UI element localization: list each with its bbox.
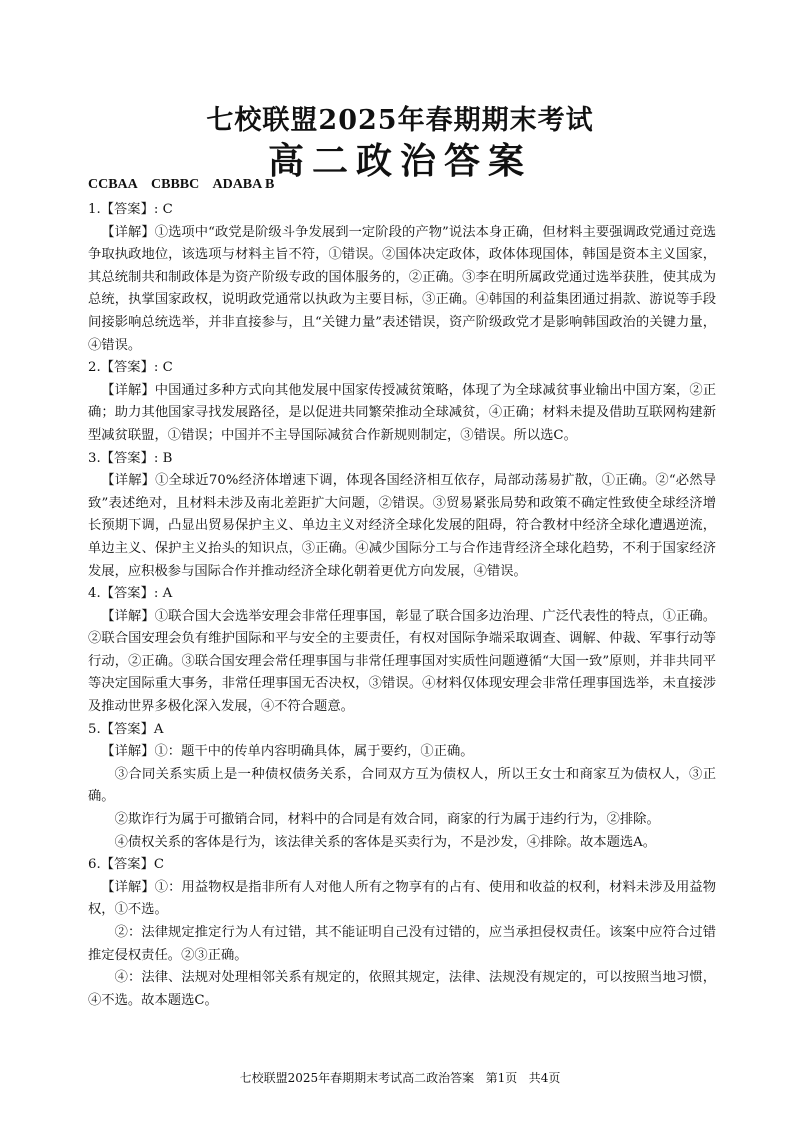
question-5-answer: 5.【答案】A bbox=[88, 721, 164, 737]
answer-key-line: CCBAA CBBBC ADABA B bbox=[88, 177, 275, 192]
question-6-detail-1: 【详解】①：用益物权是指非所有人对他人所有之物享有的占有、使用和收益的权利，材料未涉及用益物权，①不选。 bbox=[88, 879, 716, 918]
question-5-detail-4: ④债权关系的客体是行为，该法律关系的客体是买卖行为，不是沙发，④排除。故本题选A。 bbox=[114, 834, 657, 850]
question-5-detail-2: ③合同关系实质上是一种债权债务关系，合同双方互为债权人，所以王女士和商家互为债权人，③正确。 bbox=[88, 766, 716, 805]
exam-title: 七校联盟2025年春期期末考试 bbox=[206, 105, 594, 136]
question-5-detail-3: ②欺诈行为属于可撤销合同，材料中的合同是有效合同，商家的行为属于违约行为，②排除。 bbox=[114, 812, 660, 828]
question-3-detail: 【详解】①全球近70%经济体增速下调，体现各国经济相互依存，局部动荡易扩散，①正确。②“必然导致”表述绝对，且材料未涉及南北差距扩大问题，②错误。③贸易紧张局势和政策不确定性致使全球经济增长预期下调，凸显出贸易保护主义、单边主义对经济全球化发展的阻碍，符合教材中经济全球化遭遇逆流，单边主义、保护主义抬头的知识点，③正确。④减少国际分工与合作违背经济全球化趋势，不利于国家经济发展，应积极参与国际合作并推动经济全球化朝着更优方向发展，④错误。 bbox=[88, 473, 716, 579]
question-4-detail: 【详解】①联合国大会选举安理会非常任理事国，彰显了联合国多边治理、广泛代表性的特点，①正确。②联合国安理会负有维护国际和平与安全的主要责任，有权对国际争端采取调查、调解、仲裁、军事行动等行动，②正确。③联合国安理会常任理事国与非常任理事国对实质性问题遵循“大国一致”原则，并非共同平等决定国际重大事务，非常任理事国无否决权，③错误。④材料仅体现安理会非常任理事国选举，未直接涉及推动世界多极化深入发展，④不符合题意。 bbox=[88, 608, 716, 715]
question-6-detail-3: ④：法律、法规对处理相邻关系有规定的，依照其规定，法律、法规没有规定的，可以按照当地习惯，④不选。故本题选C。 bbox=[88, 970, 716, 1008]
subject-title: 高二政治答案 bbox=[267, 140, 532, 182]
question-2-detail: 【详解】中国通过多种方式向其他发展中国家传授减贫策略，体现了为全球减贫事业输出中国方案，②正确；助力其他国家寻找发展路径，是以促进共同繁荣推动全球减贫，④正确；材料未提及借助互联网构建新型减贫联盟，①错误；中国并不主导国际减贫合作新规则制定，③错误。所以选C。 bbox=[88, 382, 716, 443]
question-6-detail-2: ②：法律规定推定行为人有过错，其不能证明自己没有过错的，应当承担侵权责任。该案中应符合过错推定侵权责任。②③正确。 bbox=[88, 925, 716, 963]
answer-explanations bbox=[88, 199, 716, 1012]
question-5-detail-1: 【详解】①：题干中的传单内容明确具体，属于要约，①正确。 bbox=[101, 744, 474, 760]
question-6-answer: 6.【答案】C bbox=[88, 857, 165, 873]
question-1-detail: 【详解】①选项中“政党是阶级斗争发展到一定阶段的产物”说法本身正确，但材料主要强调政党通过竞选争取执政地位，该选项与材料主旨不符，①错误。②国体决定政体，政体体现国体，韩国是资本主义国家，其总统制共和制政体是为资产阶级专政的国体服务的，②正确。③李在明所属政党通过选举获胜，使其成为总统，执掌国家政权，说明政党通常以执政为主要目标，③正确。④韩国的利益集团通过捐款、游说等手段间接影响总统选举，并非直接参与，且“关键力量”表述错误，资产阶级政党才是影响韩国政治的关键力量，④错误。 bbox=[88, 224, 716, 353]
question-2-answer: 2.【答案】: C bbox=[88, 360, 173, 376]
question-3-answer: 3.【答案】: B bbox=[88, 450, 173, 466]
question-4-answer: 4.【答案】: A bbox=[88, 586, 173, 602]
page-footer: 七校联盟2025年春期期末考试高二政治答案 第1页 共4页 bbox=[239, 1071, 561, 1085]
question-1-answer: 1.【答案】: C bbox=[88, 202, 173, 217]
